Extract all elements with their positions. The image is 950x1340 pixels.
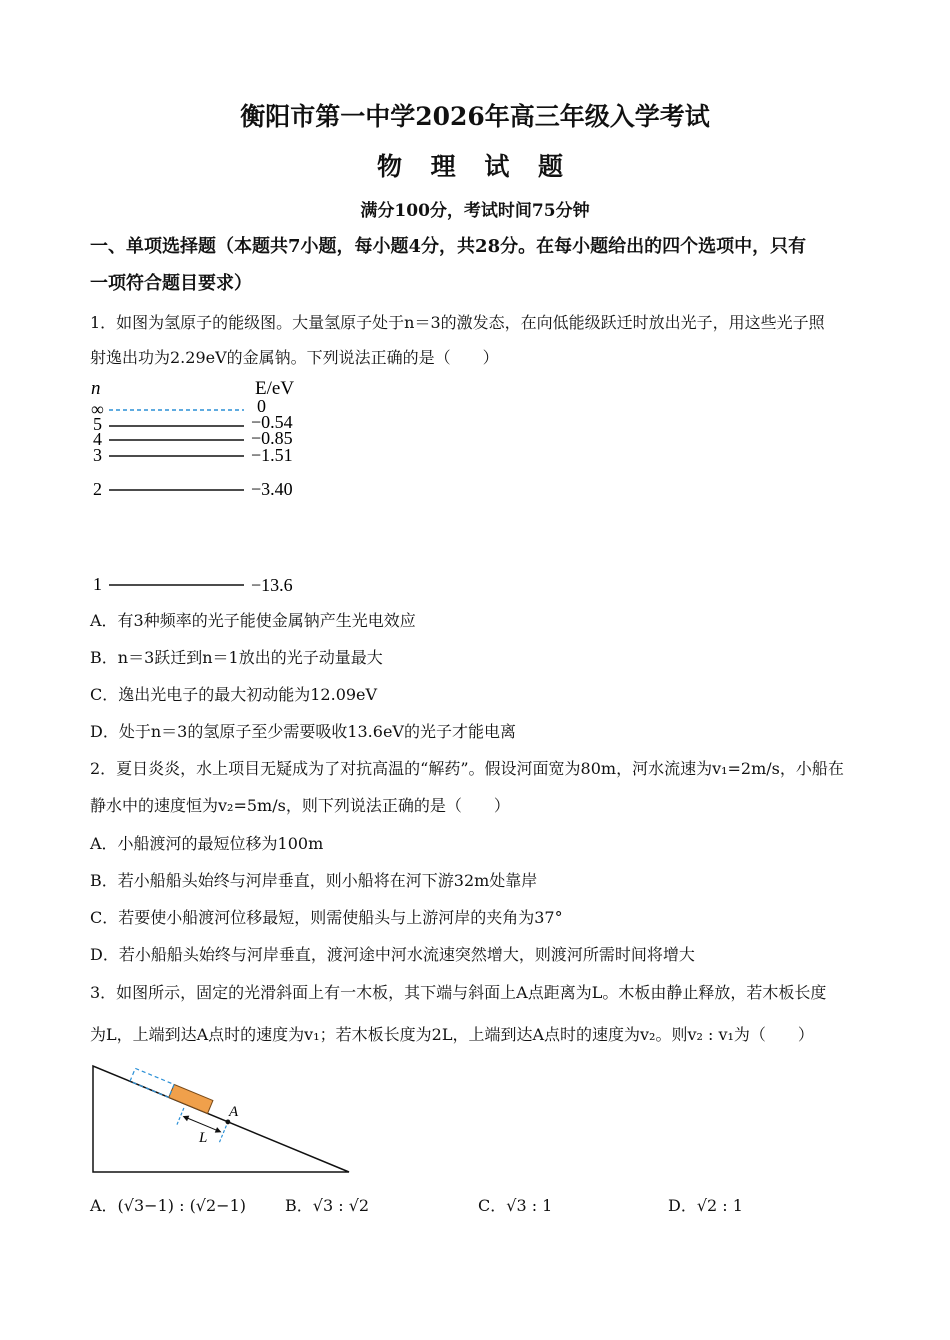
section1-heading-line1: 一、单项选择题（本题共7小题，每小题4分，共28分。在每小题给出的四个选项中，只有 [90, 236, 807, 257]
q1-option-a: A．有3种频率的光子能使金属钠产生光电效应 [90, 611, 416, 630]
subject-title: 物 理 试 题 [376, 152, 574, 181]
q2-option-c: C．若要使小船渡河位移最短，则需使船头与上游河岸的夹角为37° [90, 908, 563, 927]
point-a-label: A [229, 1104, 239, 1120]
q1-option-b: B．n＝3跃迁到n＝1放出的光子动量最大 [90, 648, 383, 667]
level-e-5: −0.54 [251, 412, 293, 432]
q3-option-c: C．√3 : 1 [478, 1196, 553, 1215]
incline-triangle [93, 1066, 349, 1172]
exam-title: 衡阳市第一中学2026年高三年级入学考试 [240, 102, 710, 131]
level-e-1: −13.6 [251, 575, 293, 595]
incline-diagram [85, 1058, 360, 1178]
level-n-4: 4 [93, 429, 102, 449]
length-l-label: L [199, 1130, 208, 1146]
q1-option-c: C．逸出光电子的最大初动能为12.09eV [90, 685, 378, 704]
q1-stem-line2: 射逸出功为2.29eV的金属钠。下列说法正确的是（ ） [90, 348, 499, 367]
board-extension-dashed [130, 1068, 174, 1097]
q3-option-a: A．(√3−1) : (√2−1) [90, 1196, 247, 1215]
level-e-3: −1.51 [251, 445, 293, 465]
l-arrow-head-left [181, 1113, 189, 1121]
q1-stem-line1: 1．如图为氢原子的能级图。大量氢原子处于n＝3的激发态，在向低能级跃迁时放出光子，用这些光子照 [90, 313, 825, 332]
q2-option-b: B．若小船船头始终与河岸垂直，则小船将在河下游32m处靠岸 [90, 871, 538, 890]
energy-axis-label: E/eV [255, 378, 295, 399]
q2-stem-line1: 2．夏日炎炎，水上项目无疑成为了对抗高温的“解药”。假设河面宽为80m，河水流速为v₁=2m/s，小船在 [90, 759, 844, 778]
q2-option-a: A．小船渡河的最短位移为100m [90, 834, 324, 853]
level-e-inf: 0 [257, 396, 266, 416]
l-arrow-head-right [215, 1127, 223, 1135]
level-n-1: 1 [93, 574, 102, 594]
level-n-5: 5 [93, 414, 102, 434]
q2-option-d: D．若小船船头始终与河岸垂直，渡河途中河水流速突然增大，则渡河所需时间将增大 [90, 945, 695, 964]
n-axis-label: n [91, 378, 101, 399]
level-n-inf: ∞ [91, 399, 104, 419]
wooden-board [169, 1084, 213, 1113]
energy-level-diagram [85, 372, 325, 602]
level-n-2: 2 [93, 479, 102, 499]
q3-option-b: B．√3 : √2 [285, 1196, 370, 1215]
level-n-3: 3 [93, 445, 102, 465]
level-e-4: −0.85 [251, 428, 293, 448]
l-marker-right [219, 1126, 226, 1143]
level-e-2: −3.40 [251, 479, 293, 499]
q3-stem-line2: 为L，上端到达A点时的速度为v₁；若木板长度为2L，上端到达A点时的速度为v₂。则v₂ : v₁为（ ） [90, 1025, 814, 1044]
exam-info: 满分100分，考试时间75分钟 [360, 201, 590, 221]
q3-option-d: D．√2 : 1 [668, 1196, 743, 1215]
section1-heading-line2: 一项符合题目要求） [90, 273, 252, 294]
q1-option-d: D．处于n＝3的氢原子至少需要吸收13.6eV的光子才能电离 [90, 722, 516, 741]
q2-stem-line2: 静水中的速度恒为v₂=5m/s，则下列说法正确的是（ ） [90, 796, 510, 815]
q3-stem-line1: 3．如图所示，固定的光滑斜面上有一木板，其下端与斜面上A点距离为L。木板由静止释放，若木板长度 [90, 983, 827, 1002]
